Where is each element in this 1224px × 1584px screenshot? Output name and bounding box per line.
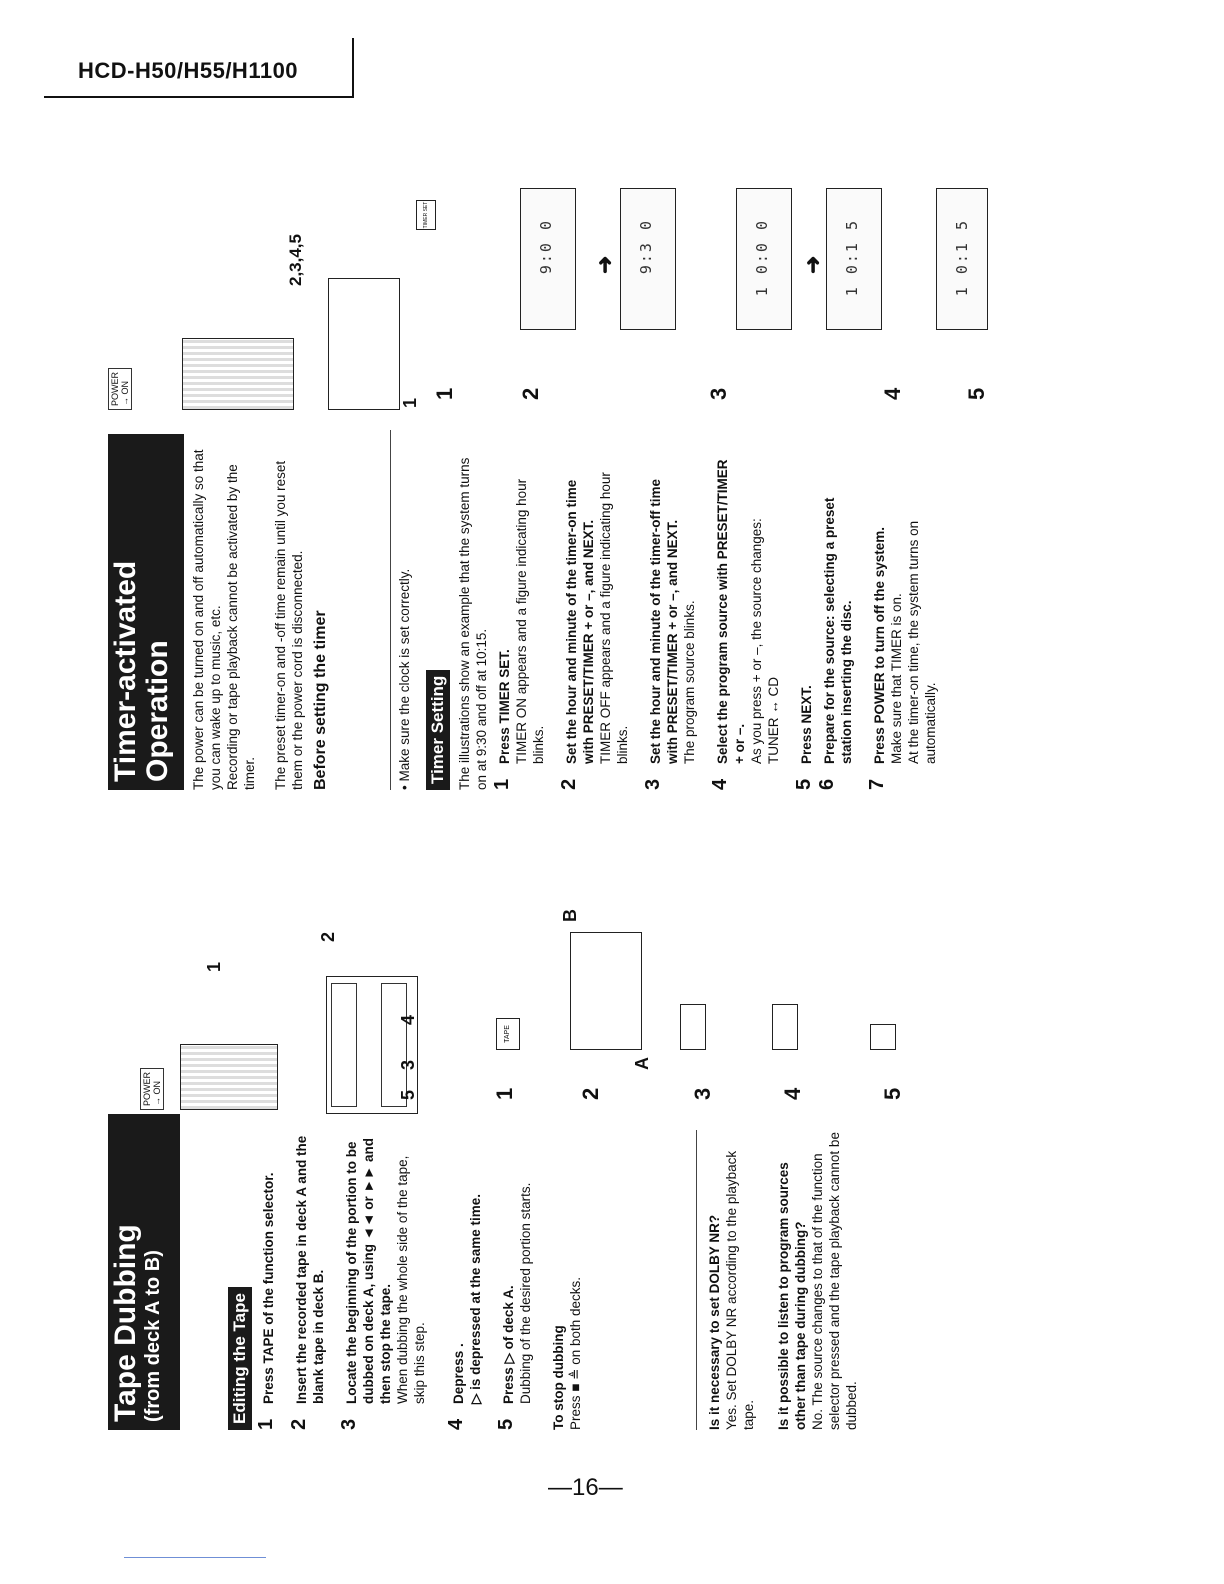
step-number: 7 — [866, 778, 888, 790]
callout-4: 4 — [398, 1014, 418, 1025]
before-setting-item: • Make sure the clock is set correctly. — [397, 568, 412, 790]
step-number: 2 — [288, 1418, 310, 1430]
rotated-inner — [100, 130, 1020, 1490]
callout-5: 5 — [398, 1089, 418, 1100]
step-instruction: Press TIMER SET. — [497, 649, 512, 764]
lcd-readout: 1 0:0 0 — [753, 219, 771, 297]
timer-step-6 — [816, 450, 855, 790]
timer-intro-text: The power can be turned on and off automatically so that you can wake up to music, etc. — [191, 449, 223, 790]
illus-step-5: 5 — [964, 387, 989, 400]
callout-1: 1 — [204, 961, 224, 972]
step-number: 2 — [558, 778, 580, 790]
timer-title-block — [108, 434, 184, 790]
lcd-readout: 1 0:1 5 — [843, 219, 861, 297]
page-header — [44, 38, 354, 98]
step-detail: TIMER OFF appears and a figure indicating hour blinks. — [598, 472, 630, 764]
timer-setting-subheading: Timer Setting — [426, 670, 450, 790]
timer-step-2 — [558, 450, 631, 790]
step-detail: TIMER ON appears and a figure indicating hour blinks. — [514, 478, 546, 764]
lcd-readout: 9:0 0 — [537, 219, 555, 275]
rotated-page-content — [100, 130, 1020, 1490]
timer-example: The illustrations show an example that the system turns on at 9:30 and off at 10:15. — [457, 457, 489, 790]
step-detail: Dubbing of the desired portion starts. — [518, 1182, 533, 1404]
before-setting-head: Before setting the timer — [312, 610, 329, 790]
decks-closeup-image — [570, 932, 642, 1050]
power-on-label: POWER → ON — [108, 368, 132, 410]
timer-intro — [190, 430, 329, 790]
deck-b-window — [381, 983, 407, 1107]
stereo-system-image — [182, 338, 294, 410]
step-number: 1 — [255, 1418, 277, 1430]
step-instruction: Select the program source with PRESET/TIMER + or –. — [715, 459, 747, 764]
illus-step-3: 3 — [706, 387, 731, 400]
tape-steps — [255, 1130, 584, 1430]
deck-label-a: A — [632, 1057, 652, 1070]
illus-step-1: 1 — [492, 1087, 517, 1100]
faq-item — [775, 1130, 860, 1430]
timer-intro-text-2: Recording or tape playback cannot be activated by the timer. — [225, 464, 257, 790]
timer-step-1 — [491, 450, 547, 790]
display-panel-image — [328, 278, 400, 410]
callout-2: 2 — [318, 931, 338, 942]
step-instruction: Set the hour and minute of the timer-off time with PRESET/TIMER + or –, and NEXT. — [648, 478, 680, 764]
step-instruction: Insert the recorded tape in deck A and the blank tape in deck B. — [294, 1135, 326, 1404]
timer-title-line1: Timer-activated — [109, 560, 142, 782]
lcd-display-step4 — [936, 188, 988, 330]
arrow-down-icon: ➜ — [592, 255, 617, 274]
callout-2-3-4-5: 2,3,4,5 — [286, 234, 305, 286]
tape-step-3 — [338, 1130, 428, 1430]
faq-answer: Yes. Set DOLBY NR according to the playback tape. — [724, 1150, 756, 1430]
timer-steps — [456, 450, 955, 790]
step-instruction: Depress . ▷ is depressed at the same time. — [451, 1194, 483, 1404]
tape-faq — [706, 1130, 860, 1430]
tape-step-1 — [255, 1130, 277, 1430]
timer-step-7 — [866, 450, 939, 790]
illus-step-2: 2 — [578, 1087, 603, 1100]
illus-step-4: 4 — [880, 387, 905, 400]
power-on-label: POWER → ON — [140, 1068, 164, 1110]
step-detail: When dubbing the whole side of the tape, skip this step. — [395, 1155, 427, 1404]
illus-step-2: 2 — [518, 387, 543, 400]
step-instruction: Press TAPE of the function selector. — [261, 1172, 276, 1404]
timer-title-line2: Operation — [141, 640, 174, 782]
step-number: 4 — [445, 1418, 467, 1430]
lcd-display-step3b — [826, 188, 882, 330]
lcd-display-step2a — [520, 188, 576, 330]
lcd-readout: 1 0:1 5 — [953, 219, 971, 297]
step-number: 5 — [793, 778, 815, 790]
step-instruction: Prepare for the source: selecting a preset station inserting the disc. — [822, 497, 854, 764]
step-instruction: Press POWER to turn off the system. — [872, 526, 887, 764]
arrow-down-icon: ➜ — [800, 255, 825, 274]
tape-button: TAPE — [496, 1018, 520, 1050]
play-button — [870, 1024, 896, 1050]
timer-step-5 — [793, 450, 815, 790]
editing-tape-subheading: Editing the Tape — [228, 1287, 252, 1430]
step-number: 3 — [338, 1418, 360, 1430]
faq-question: Is it possible to listen to program sources other than tape during dubbing? — [776, 1162, 808, 1430]
faq-divider — [696, 1130, 697, 1430]
stereo-system-image — [180, 1044, 278, 1110]
step-instruction: Locate the beginning of the portion to be dubbed on deck A, using ◄◄ or ►► and then stop the tape. — [344, 1138, 393, 1404]
callout-1: 1 — [400, 397, 420, 408]
stop-dubbing-text: Press ■ ≜ on both decks. — [568, 1276, 583, 1430]
lcd-display-step2b — [620, 188, 676, 330]
timer-step-4 — [709, 450, 782, 790]
step-number: 3 — [642, 778, 664, 790]
stop-dubbing-title: To stop dubbing — [551, 1325, 566, 1430]
step-detail: As you press + or –, the source changes: TUNER ↔ CD — [749, 518, 781, 764]
model-number: HCD-H50/H55/H1100 — [78, 58, 299, 83]
lcd-readout: 9:3 0 — [637, 219, 655, 275]
faq-question: Is it necessary to set DOLBY NR? — [707, 1214, 722, 1430]
tape-dubbing-subtitle: (from deck A to B) — [142, 1250, 164, 1422]
step-detail: Make sure that TIMER is on. At the timer-on time, the system turns on automatically. — [889, 520, 938, 764]
tape-step-4 — [445, 1130, 484, 1430]
timer-set-button: TIMER SET — [416, 200, 436, 230]
step-instruction: Press NEXT. — [799, 685, 814, 764]
step-number: 6 — [816, 778, 838, 790]
illus-step-1: 1 — [432, 387, 457, 400]
illus-step-4: 4 — [780, 1087, 805, 1100]
illus-step-3: 3 — [690, 1087, 715, 1100]
tape-step-2 — [288, 1130, 327, 1430]
illus-step-5: 5 — [880, 1087, 905, 1100]
timer-note: The preset timer-on and -off time remain until you reset them or the power cord is disconnected. — [273, 460, 305, 790]
footer-rule — [124, 1557, 266, 1558]
timer-step-3 — [642, 450, 698, 790]
faq-item — [706, 1130, 757, 1430]
step-number: 1 — [491, 778, 513, 790]
tape-dubbing-title-block — [108, 1114, 180, 1430]
before-divider — [390, 430, 391, 790]
rewind-ff-buttons — [680, 1004, 706, 1050]
step-detail: The program source blinks. — [682, 600, 697, 764]
step-instruction: Press ▷ of deck A. — [501, 1285, 516, 1404]
step-number: 4 — [709, 778, 731, 790]
step-number: 5 — [495, 1418, 517, 1430]
record-play-buttons — [772, 1004, 798, 1050]
tape-dubbing-title: Tape Dubbing — [109, 1224, 142, 1422]
timer-section — [100, 130, 1020, 790]
deck-label-b: B — [560, 909, 580, 922]
page-number: —16— — [548, 1474, 623, 1501]
step-instruction: Set the hour and minute of the timer-on time with PRESET/TIMER + or –, and NEXT. — [564, 479, 596, 764]
lcd-display-step3a — [736, 188, 792, 330]
faq-answer: No. The source changes to that of the function selector pressed and the tape playback cannot be dubbed. — [810, 1132, 859, 1430]
stop-dubbing-block — [550, 1130, 584, 1430]
callout-3: 3 — [398, 1059, 418, 1070]
tape-step-5 — [495, 1130, 534, 1430]
tape-dubbing-section — [100, 850, 1020, 1490]
deck-a-window — [331, 983, 357, 1107]
